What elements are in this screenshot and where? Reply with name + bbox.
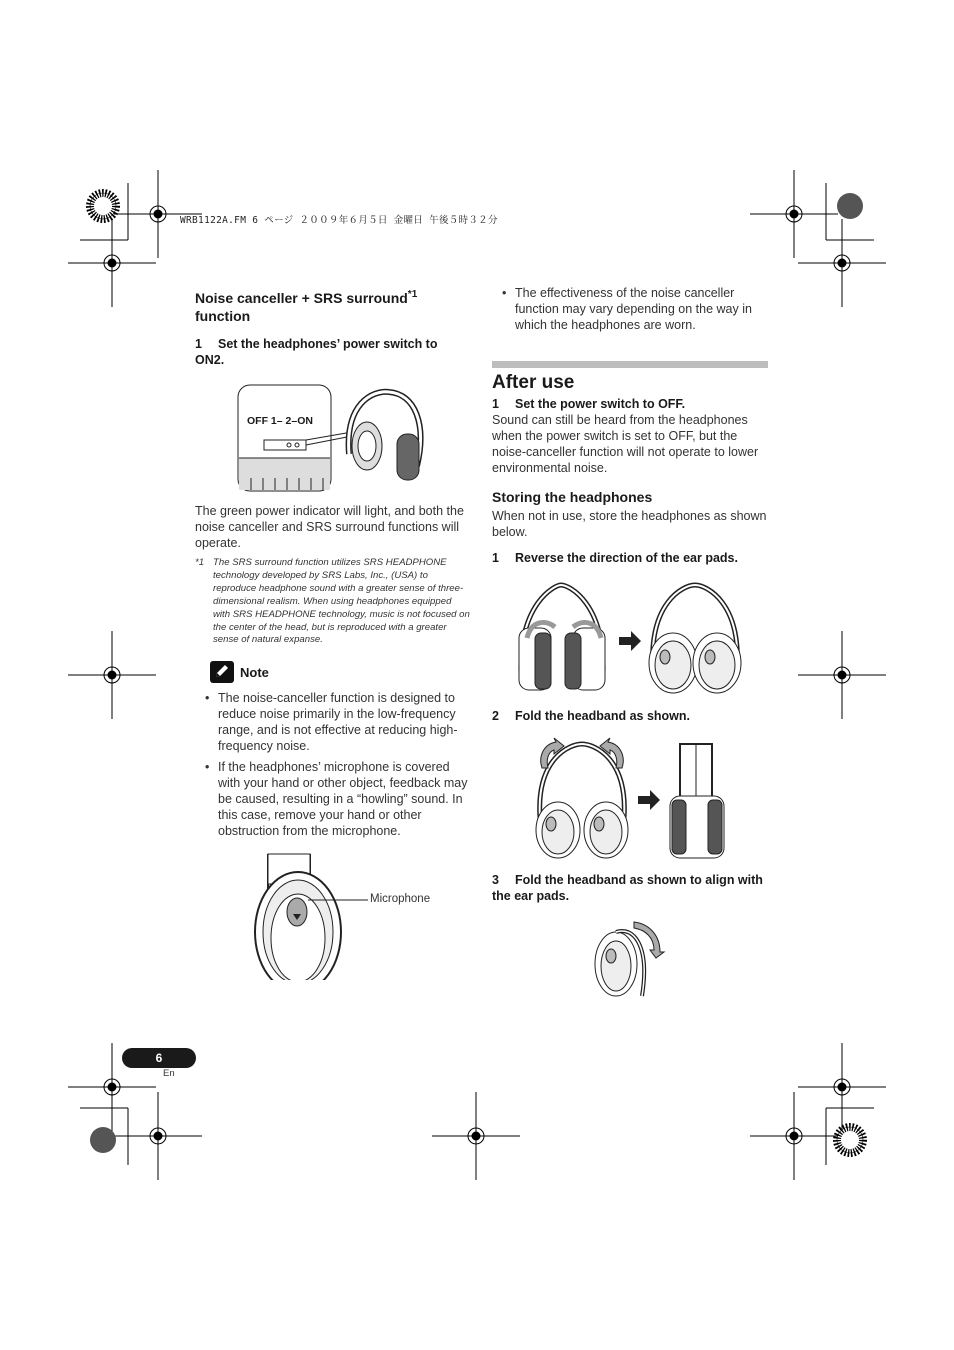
step-text-line2: ON2. [195,353,225,367]
pencil-icon [210,661,234,683]
effectiveness-bullet: • The effectiveness of the noise canceller function may vary depending on the way in which the headphones are worn. [492,285,768,333]
footnote-marker: *1 [195,557,205,568]
storing-step-3 [492,872,768,904]
after-use-title: After use [492,372,575,393]
storing-step-2 [492,708,768,724]
right-top-bullets [492,285,768,338]
footnote-ref: *1 [407,289,418,300]
after-use-step-1 [492,396,768,412]
step-text: Set the headphones’ power switch to [218,337,438,351]
microphone-illustration [250,852,370,994]
storing-paragraph: When not in use, store the headphones as shown below. [492,509,767,539]
note-title: Note [240,665,269,680]
power-switch-illustration [237,384,432,492]
section-divider-bar [492,361,768,368]
storing-title: Storing the headphones [492,489,653,505]
step-number: 1 [195,337,202,351]
language-code: En [163,1068,175,1079]
step-number: 3 [492,873,499,887]
step-number: 1 [492,397,499,411]
microphone-label: Microphone [370,893,431,905]
page-number: 6 [122,1048,196,1068]
after-use-paragraph: Sound can still be heard from the headphones when the power switch is set to OFF, but the noise-canceller function will not operate to lower environmental noise. [492,413,759,475]
section-title: Noise canceller + SRS surround [195,290,408,306]
switch-label: OFF 1– 2–ON [247,415,313,427]
step-text: Reverse the direction of the ear pads. [515,551,738,565]
step-text: Set the power switch to OFF. [515,397,686,411]
note-bullet: • The noise-canceller function is designed to reduce noise primarily in the low-frequency range, and is not effective at reducing high-frequency noise. [195,690,471,754]
step-text: Fold the headband as shown. [515,709,691,723]
footnote-text: The SRS surround function utilizes SRS HEADPHONE technology developed by SRS Labs, Inc., (USA) to reproduce headphone sound with a greater sense of three-dimensional realism. When using headphones equipped with SRS HEADPHONE technology, music is not focused on the center of the head, but is reproduced with a greater sense of natural expanse. [213,557,470,646]
step-text: Fold the headband as shown to align with the ear pads. [492,873,763,903]
align-ear-pads-illustration [594,916,666,1000]
storing-step-1 [492,550,768,566]
after-use-heading [492,372,574,394]
fold-headband-illustration [534,738,726,860]
storing-heading [492,488,652,506]
section-title-line2: function [195,308,251,324]
indicator-paragraph: The green power indicator will light, and both the noise canceller and SRS surround functions will operate. [195,504,464,550]
note-bullets [195,690,471,844]
print-header: WRB1122A.FM 6 ページ ２００９年６月５日 金曜日 午後５時３２分 [180,215,498,226]
step-number: 1 [492,551,499,565]
step-1 [195,336,470,368]
left-section-heading [195,286,470,325]
step-number: 2 [492,709,499,723]
reverse-ear-pads-illustration [515,583,745,695]
note-bullet: • If the headphones’ microphone is covered with your hand or other object, feedback may be caused, resulting in a “howling” sound. In this case, remove your hand or other obstruction from the microphone. [195,759,471,839]
